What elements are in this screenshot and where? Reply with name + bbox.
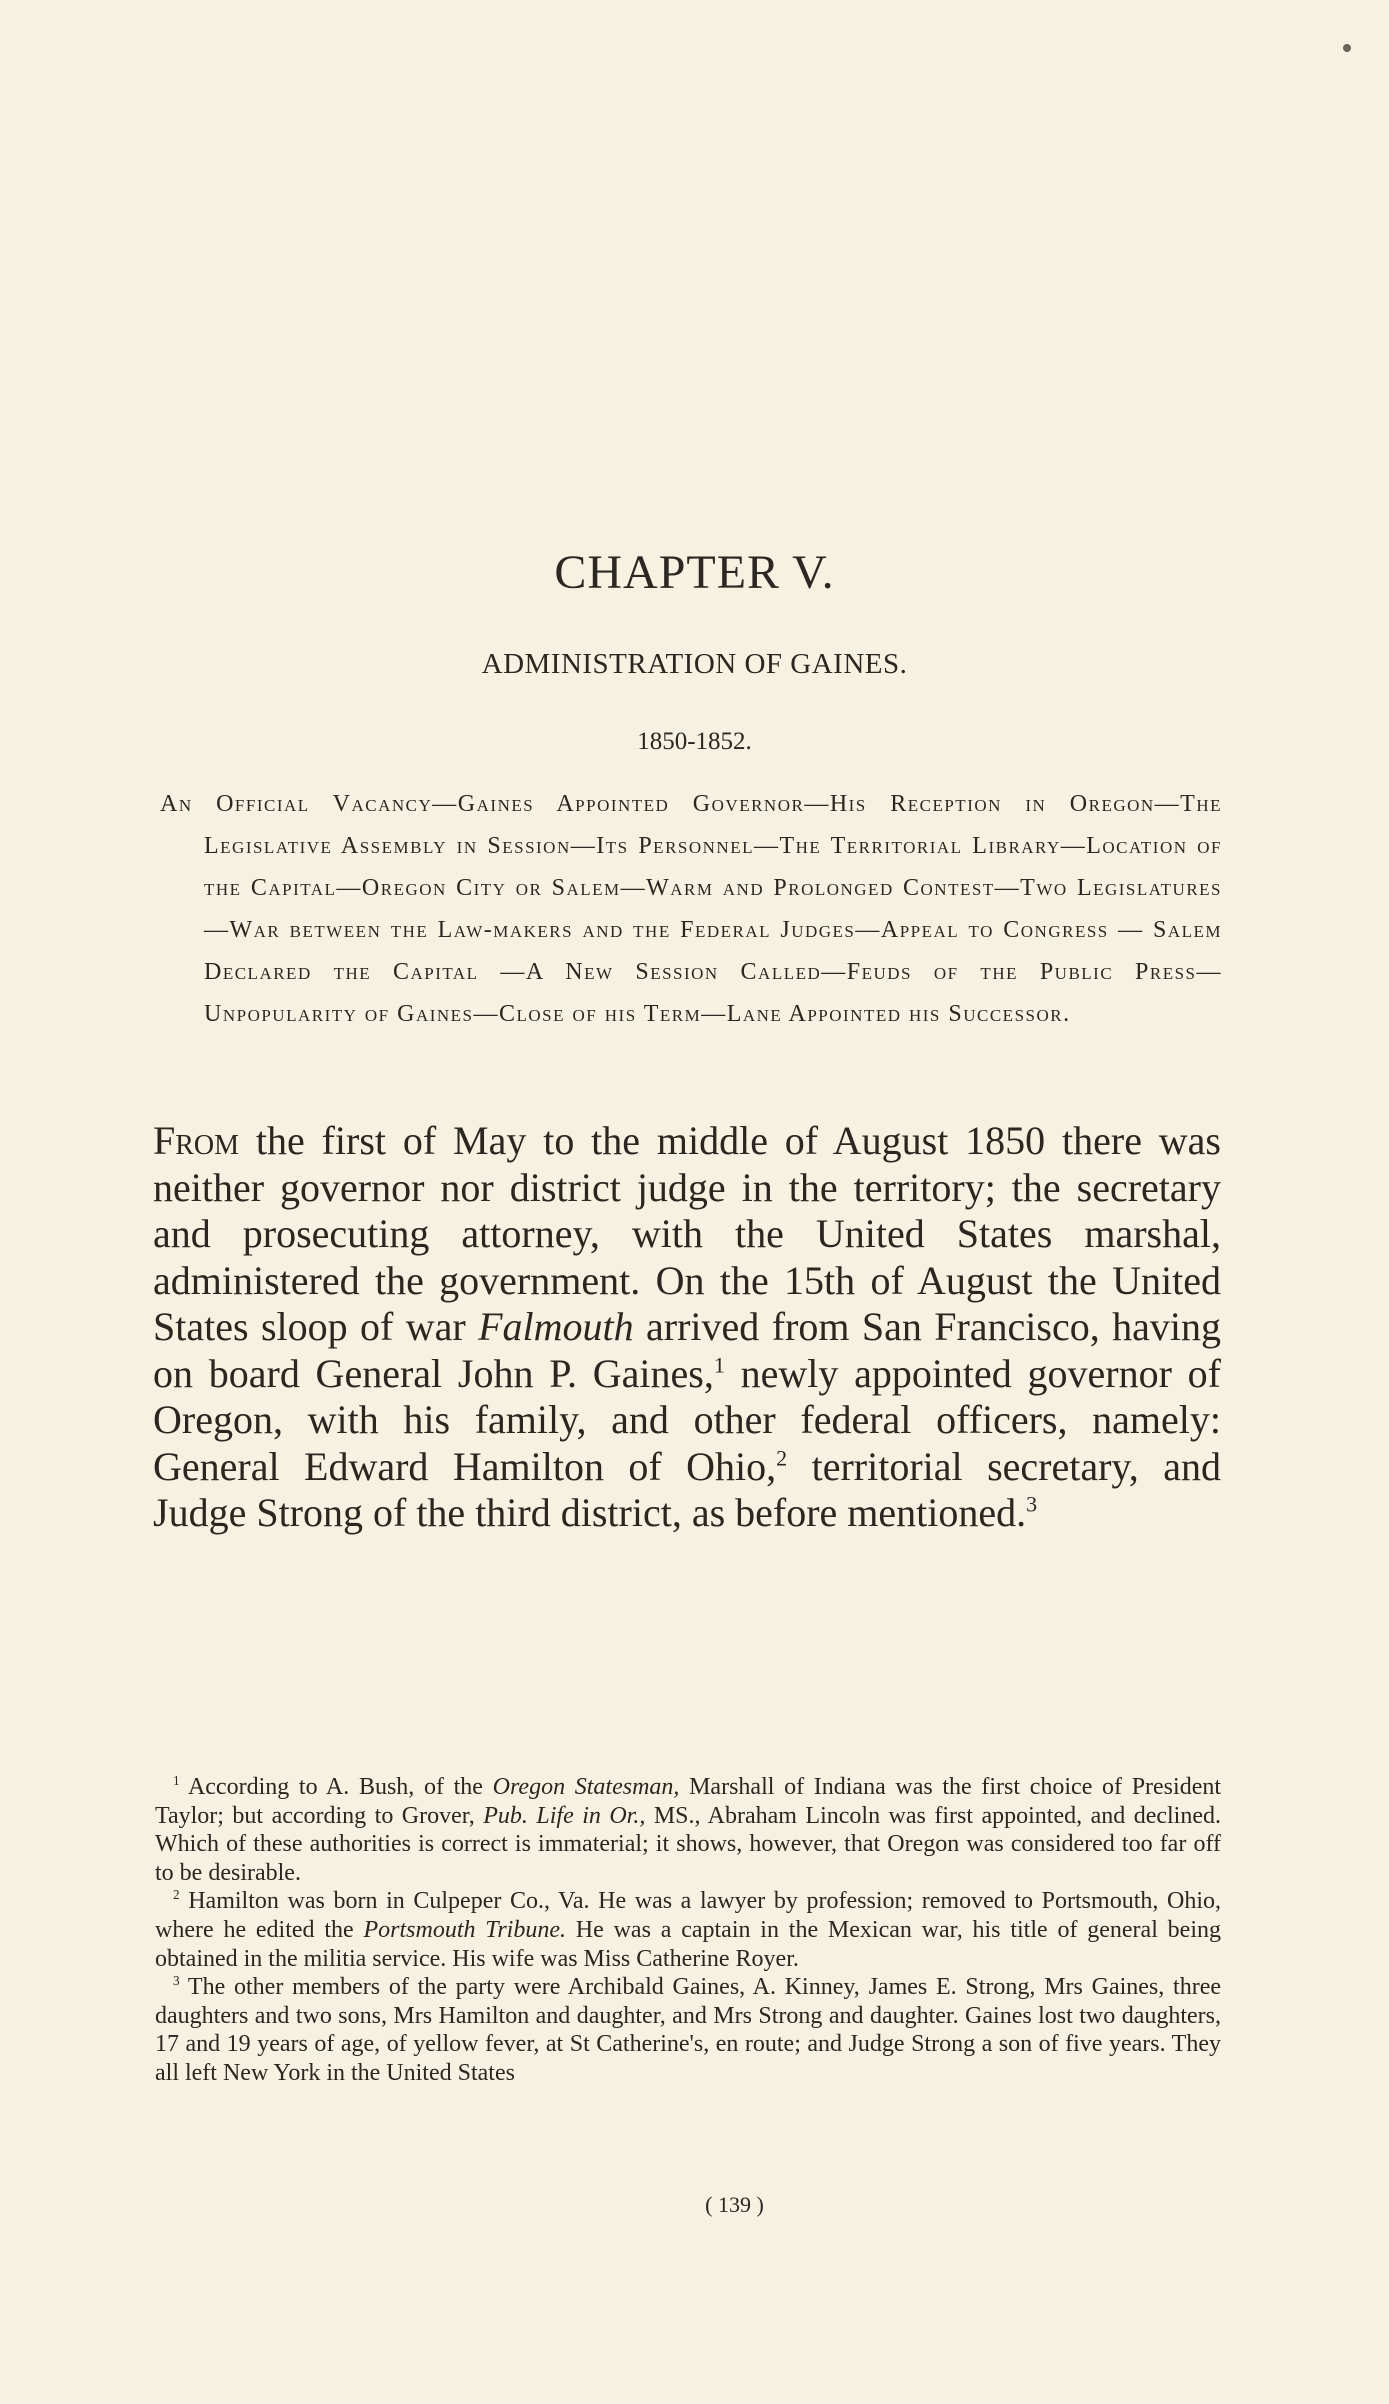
- footnote-ref-3[interactable]: 3: [1026, 1491, 1038, 1517]
- body-text-1: the first of May to the middle of August 1850 there was neither governor nor district judge in the territory; the secretary and prosecuting attorney, with the United States marshal, administered the government. On the 15th of August the United States sloop of war: [153, 1118, 1221, 1349]
- body-text-2: arrived from San Francisco, having on board General John P. Gaines,: [153, 1304, 1222, 1396]
- footnote-2-text-b: He was a captain in the Mexican war, his title of general being obtained in the militia service. His wife was Miss Catherine Royer.: [155, 1916, 1222, 1972]
- footnote-2-number: 2: [173, 1887, 180, 1903]
- page-number: ( 139 ): [705, 2192, 764, 2217]
- footnote-1-italic-b: Pub. Life in Or.,: [483, 1802, 646, 1829]
- footnotes: [155, 1773, 1221, 2088]
- footnote-1-italic-a: Oregon Statesman,: [492, 1774, 680, 1800]
- footnote-3-number: 3: [173, 1973, 180, 1989]
- footnote-1-text-c: MS., Abraham Lincoln was first appointed, and declined. Which of these authorities is correct is immaterial; it shows, however, that Oregon was considered too far off to be desirable.: [155, 1802, 1221, 1886]
- footnote-3-text-a: The other members of the party were Archibald Gaines, A. Kinney, James E. Strong, Mrs Gaines, three daughters and two sons, Mrs Hamilton and daughter, and Mrs Strong and daughter. Gaines lost two daughters, 17 and 19 years of age, of yellow fever, at St Catherine's, en route; and Judge Strong a son of five years. They all left New York in the United States: [155, 1974, 1221, 2086]
- ink-speck: [1343, 44, 1351, 52]
- chapter-years: 1850-1852.: [637, 728, 752, 755]
- footnote-3: [155, 1973, 1221, 2087]
- lead-word: From: [153, 1118, 240, 1163]
- chapter-title: CHAPTER V.: [554, 546, 835, 599]
- chapter-subtitle: ADMINISTRATION OF GAINES.: [481, 648, 908, 680]
- footnote-1-text-b: Marshall of Indiana was the first choice of President Taylor; but according to Grover,: [155, 1774, 1222, 1829]
- body-paragraph: [153, 1118, 1221, 1537]
- footnote-2-italic-a: Portsmouth Tribune.: [363, 1916, 566, 1943]
- body-text-3: newly appointed governor of Oregon, with his family, and other federal officers, namely: General Edward Hamilton of Ohio,: [153, 1350, 1222, 1489]
- footnote-1-number: 1: [173, 1773, 180, 1788]
- ship-name: Falmouth: [478, 1304, 634, 1349]
- chapter-synopsis: [160, 783, 1222, 1035]
- body-text-4: territorial secretary, and Judge Strong of the third district, as before mentioned.: [153, 1443, 1222, 1535]
- footnote-1-text-a: According to A. Bush, of the: [179, 1774, 493, 1800]
- footnote-ref-1[interactable]: 1: [713, 1352, 725, 1378]
- footnote-ref-2[interactable]: 2: [776, 1445, 788, 1471]
- footnote-2-text-a: Hamilton was born in Culpeper Co., Va. He was a lawyer by profession; removed to Portsmouth, Ohio, where he edited the: [155, 1888, 1221, 1943]
- footnote-2: [155, 1887, 1221, 1973]
- synopsis-text: An Official Vacancy—Gaines Appointed Governor—His Reception in Oregon—The Legislative Assembly in Session—Its Personnel—The Territorial Library—Location of the Capital—Oregon City or Salem—Warm and Prolonged Contest—Two Legislatures—War between the Law-makers and the Federal Judges—Appeal to Congress — Salem Declared the Capital —A New Session Called—Feuds of the Public Press—Unpopularity of Gaines—Close of his Term—Lane Appointed his Successor.: [160, 791, 1222, 1027]
- footnote-1: [155, 1773, 1221, 1887]
